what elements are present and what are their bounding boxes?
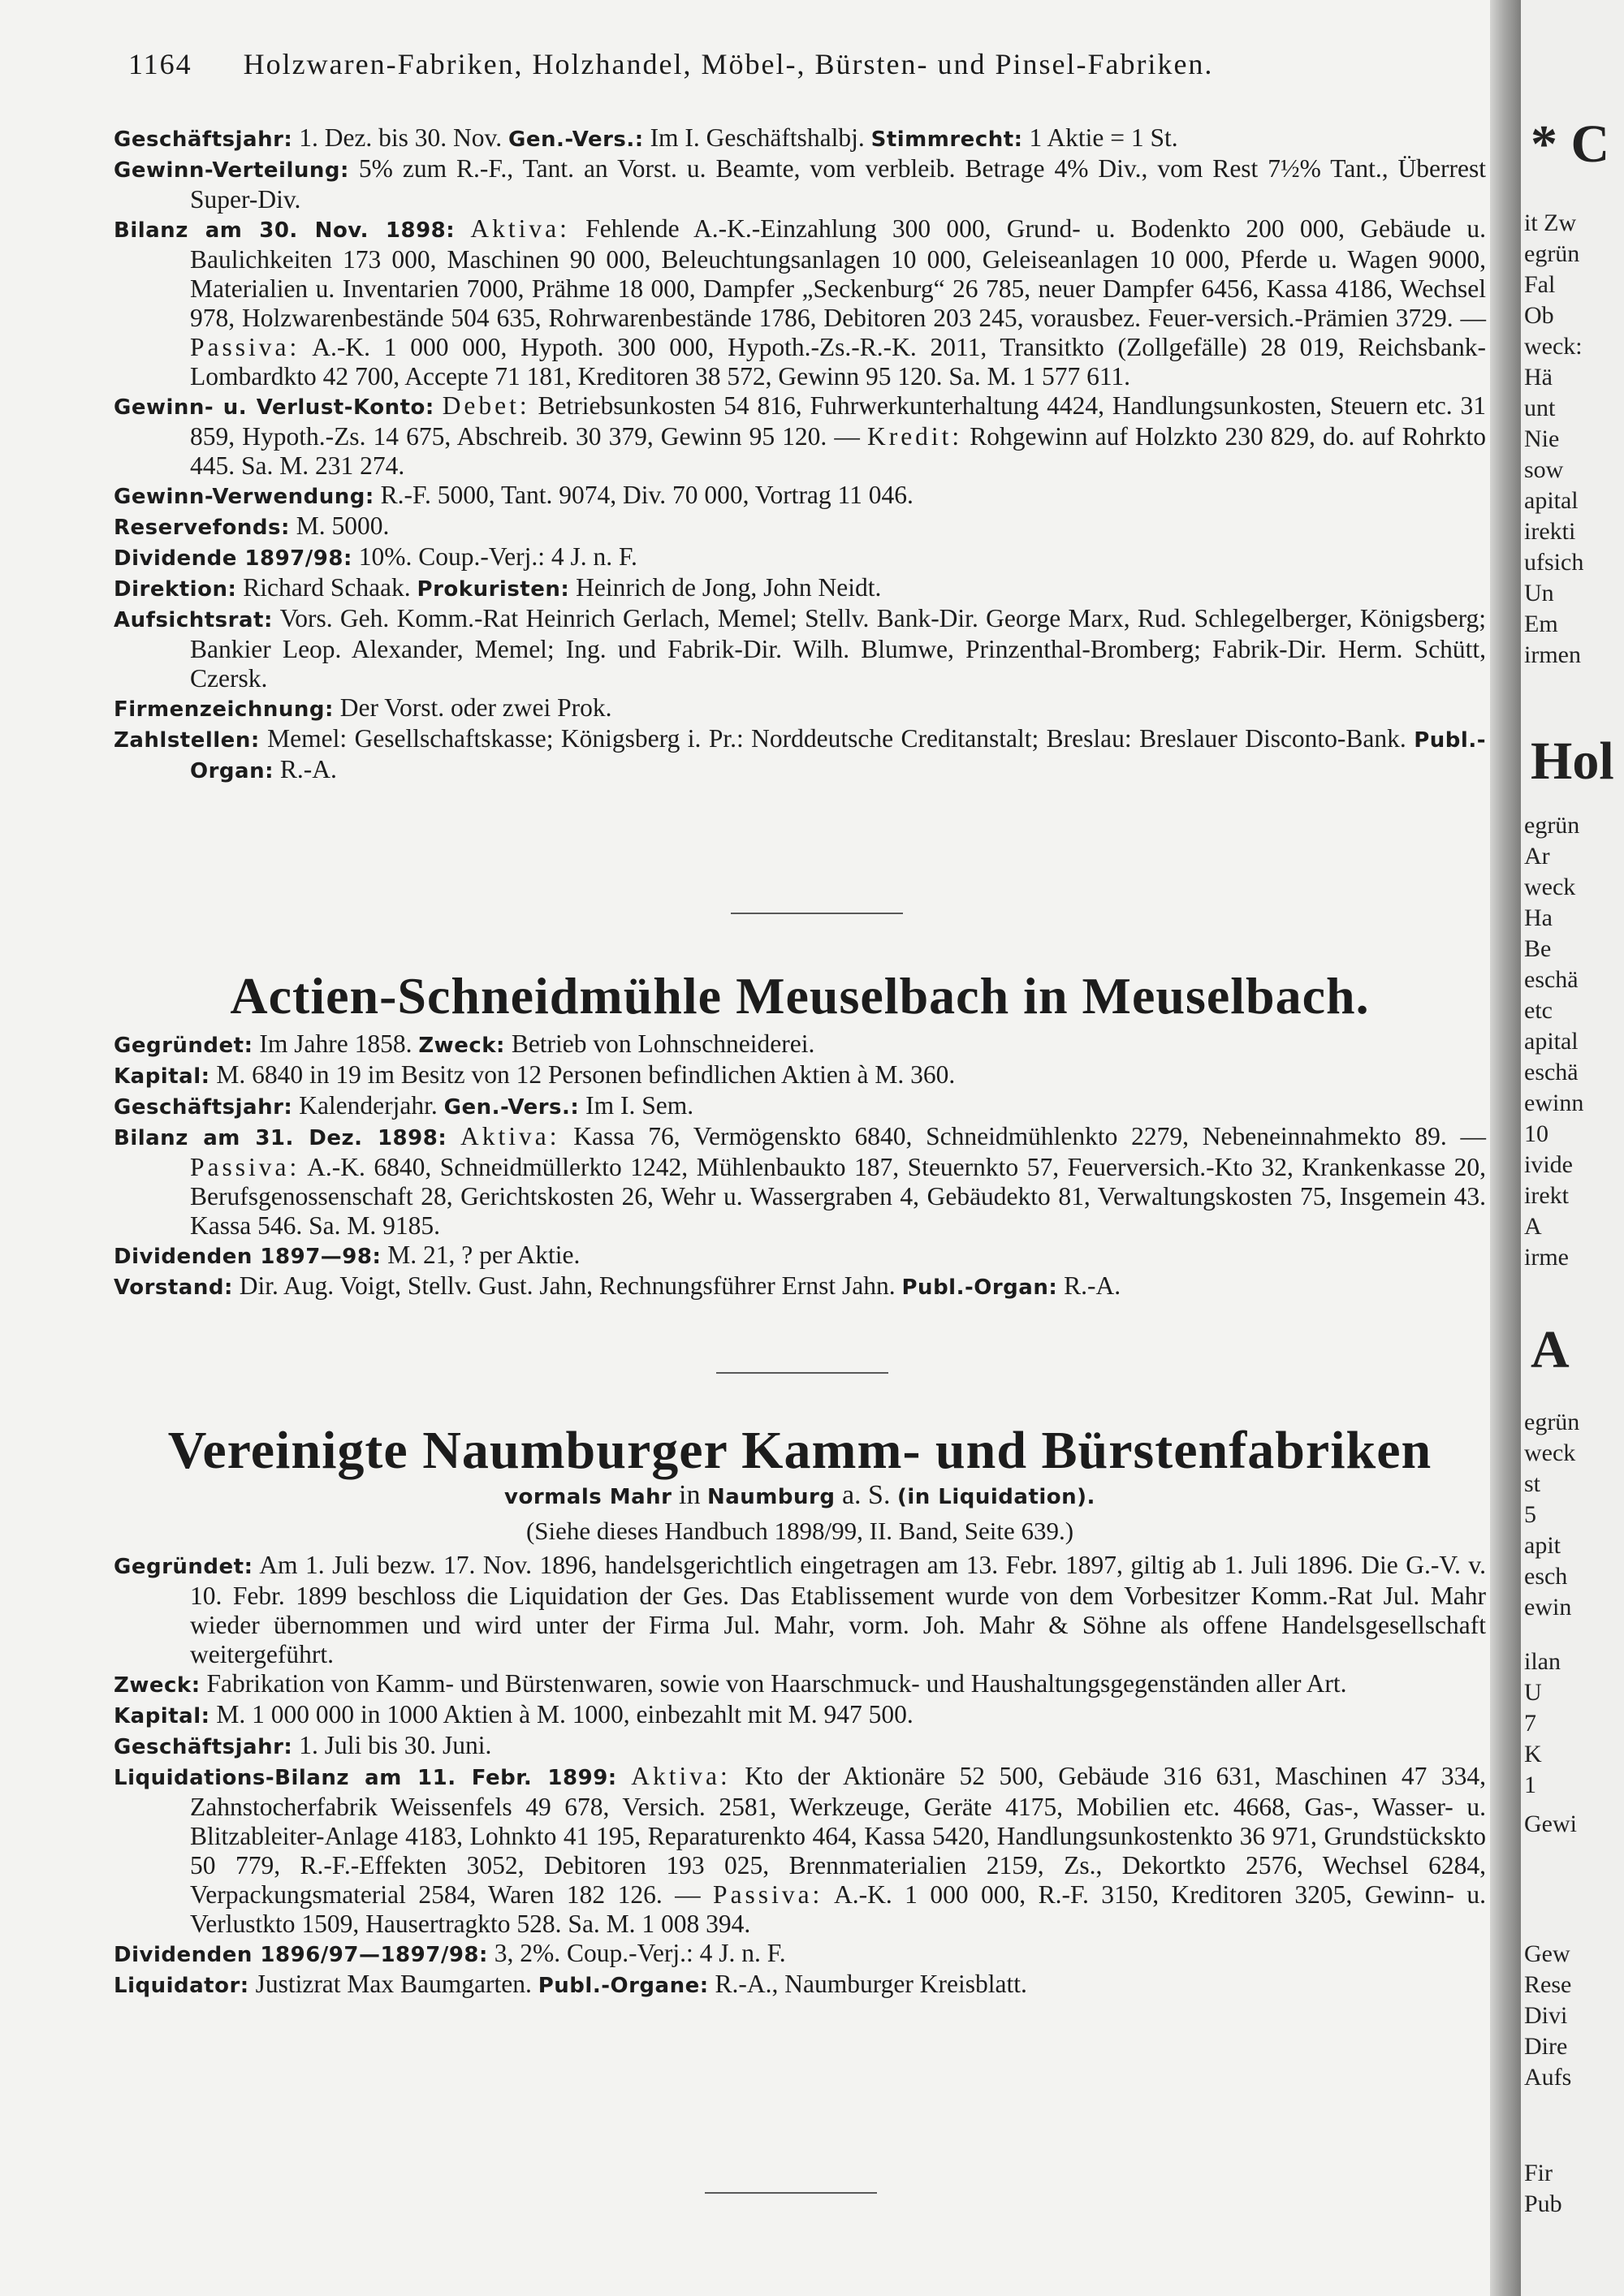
adjacent-page-fragment: Gew bbox=[1524, 1940, 1570, 1967]
field-value: in bbox=[672, 1480, 707, 1510]
adjacent-page-fragment: Pub bbox=[1524, 2190, 1562, 2217]
adjacent-page-fragment: Hä bbox=[1524, 364, 1553, 391]
adjacent-page-fragment: weck: bbox=[1524, 333, 1583, 360]
field-value bbox=[447, 1122, 460, 1150]
adjacent-page-fragment: ewin bbox=[1524, 1594, 1572, 1621]
field-value: 1. Dez. bis 30. Nov. bbox=[292, 123, 509, 152]
entry-paragraph bbox=[114, 542, 1486, 573]
field-label: Aufsichtsrat: bbox=[114, 608, 273, 632]
adjacent-page-fragment: Ob bbox=[1524, 302, 1554, 329]
entry-title-naumburger: Vereinigte Naumburger Kamm- und Bürstenfabriken bbox=[167, 1421, 1432, 1480]
running-head-title: Holzwaren-Fabriken, Holzhandel, Möbel-, Bürsten- und Pinsel-Fabriken. bbox=[243, 48, 1214, 80]
field-label: Gegründet: bbox=[114, 1555, 253, 1579]
spaced-label: Debet: bbox=[442, 391, 530, 420]
entry-paragraph bbox=[114, 214, 1486, 391]
field-label: Direktion: bbox=[114, 577, 237, 602]
field-value: Im I. Geschäftshalbj. bbox=[643, 123, 871, 152]
adjacent-page-fragment: apital bbox=[1524, 1028, 1579, 1055]
adjacent-page-fragment: A bbox=[1524, 1213, 1542, 1240]
adjacent-page-fragment: * C bbox=[1531, 114, 1610, 174]
binding-shadow bbox=[1490, 0, 1521, 2296]
entry-paragraph bbox=[114, 154, 1486, 214]
field-label: (in Liquidation). bbox=[896, 1485, 1095, 1509]
entry-paragraph bbox=[114, 1060, 1486, 1091]
adjacent-page-fragment: Em bbox=[1524, 611, 1558, 637]
field-value: Heinrich de Jong, John Neidt. bbox=[569, 573, 882, 602]
spaced-label: Aktiva: bbox=[631, 1762, 731, 1790]
adjacent-page-fragment: irmen bbox=[1524, 641, 1581, 668]
adjacent-page-fragment: 1 bbox=[1524, 1772, 1536, 1798]
field-value: Memel: Gesellschaftskasse; Königsberg i. Pr.: Norddeutsche Creditanstalt; Breslau: Breslauer Disconto-Bank. bbox=[259, 724, 1415, 753]
adjacent-page-fragment: weck bbox=[1524, 1439, 1576, 1466]
field-value: A.-K. 1 000 000, R.-F. 3150, Kreditoren 3205, Gewinn- u. Verlustkto 1509, Hausertragkto 528. Sa. M. 1 008 394. bbox=[190, 1880, 1486, 1938]
adjacent-page-fragment: sow bbox=[1524, 456, 1564, 483]
field-label: Kapital: bbox=[114, 1704, 210, 1728]
adjacent-page-fragment: Ha bbox=[1524, 904, 1553, 931]
field-label: Gewinn- u. Verlust-Konto: bbox=[114, 395, 434, 420]
adjacent-page-fragment: Divi bbox=[1524, 2002, 1568, 2029]
field-label: Kapital: bbox=[114, 1064, 210, 1089]
adjacent-page-fragment: eschä bbox=[1524, 966, 1579, 993]
entry-paragraph bbox=[114, 391, 1486, 481]
field-value bbox=[434, 391, 443, 420]
entry-paragraph bbox=[114, 1271, 1486, 1302]
field-value: Dir. Aug. Voigt, Stellv. Gust. Jahn, Rechnungsführer Ernst Jahn. bbox=[232, 1271, 902, 1300]
adjacent-page-fragment: 7 bbox=[1524, 1710, 1536, 1737]
field-label: Vorstand: bbox=[114, 1275, 233, 1300]
field-label: Bilanz am 31. Dez. 1898: bbox=[114, 1126, 447, 1150]
adjacent-page-fragment: Aufs bbox=[1524, 2064, 1572, 2091]
field-value bbox=[617, 1762, 632, 1790]
adjacent-page-fragment: Rese bbox=[1524, 1971, 1572, 1998]
field-value: R.-A. bbox=[1057, 1271, 1121, 1300]
adjacent-page-fragment: apit bbox=[1524, 1532, 1561, 1559]
field-value: Am 1. Juli bezw. 17. Nov. 1896, handelsgerichtlich eingetragen am 13. Febr. 1897, giltig ab 1. Juli 1896. Die G.-V. v. 10. Febr. 1899 beschloss die Liquidation der Ges. Das Etablissement wurde von dem Vorbesitzer Komm.-Rat Jul. Mahr wieder übernommen und wird unter der Firma Jul. Mahr, vorm. Joh. Mahr & Söhne als offene Handelsgesellschaft weitergeführt. bbox=[190, 1551, 1486, 1668]
field-label: Publ.-Organ: bbox=[901, 1275, 1058, 1300]
field-label: Zweck: bbox=[418, 1034, 505, 1058]
field-value: Richard Schaak. bbox=[236, 573, 417, 602]
adjacent-page-column bbox=[1521, 0, 1624, 2296]
field-label: Zahlstellen: bbox=[114, 728, 260, 753]
adjacent-page-fragment: irme bbox=[1524, 1244, 1569, 1271]
field-value: A.-K. 1 000 000, Hypoth. 300 000, Hypoth.-Zs.-R.-K. 2011, Transitkto (Zollgefälle) 28 019, Reichsbank-Lombardkto 42 700, Accepte 71 181, Kreditoren 38 572, Gewinn 95 120. Sa. M. 1 577 611. bbox=[190, 333, 1486, 391]
field-value bbox=[455, 214, 470, 243]
field-label: Zweck: bbox=[114, 1673, 201, 1698]
adjacent-page-fragment: ewinn bbox=[1524, 1090, 1584, 1116]
field-label: Publ.-Organ: bbox=[190, 728, 1486, 783]
field-label: Firmenzeichnung: bbox=[114, 697, 334, 722]
field-value: a. S. bbox=[835, 1480, 897, 1510]
field-label: Stimmrecht: bbox=[870, 127, 1023, 152]
adjacent-page-fragment: st bbox=[1524, 1470, 1541, 1497]
field-value: M. 21, ? per Aktie. bbox=[381, 1241, 581, 1269]
entry-paragraph bbox=[114, 1762, 1486, 1939]
field-value: Betrieb von Lohnschneiderei. bbox=[504, 1029, 815, 1058]
field-value: R.-A. bbox=[274, 755, 337, 783]
field-label: Bilanz am 30. Nov. 1898: bbox=[114, 218, 456, 243]
field-value: Im Jahre 1858. bbox=[253, 1029, 419, 1058]
field-label: Naumburg bbox=[706, 1485, 836, 1509]
field-label: Geschäftsjahr: bbox=[114, 1735, 293, 1759]
spaced-label: Passiva: bbox=[190, 1153, 300, 1181]
adjacent-page-fragment: egrün bbox=[1524, 1409, 1580, 1435]
entry-paragraph bbox=[114, 724, 1486, 786]
adjacent-page-fragment: it Zw bbox=[1524, 209, 1577, 236]
handbook-reference-note: (Siehe dieses Handbuch 1898/99, II. Band, Seite 639.) bbox=[525, 1517, 1074, 1545]
adjacent-page-fragment: esch bbox=[1524, 1563, 1568, 1590]
spaced-label: Passiva: bbox=[713, 1880, 823, 1909]
adjacent-page-fragment: Nie bbox=[1524, 425, 1560, 452]
adjacent-page-fragment: eschä bbox=[1524, 1059, 1579, 1085]
divider-rule bbox=[705, 2192, 877, 2194]
adjacent-page-fragment: irekt bbox=[1524, 1182, 1569, 1209]
field-label: Liquidations-Bilanz am 11. Febr. 1899: bbox=[114, 1766, 617, 1790]
field-label: Reservefonds: bbox=[114, 516, 290, 540]
adjacent-page-fragment: ufsich bbox=[1524, 549, 1584, 576]
adjacent-page-fragment: A bbox=[1531, 1320, 1570, 1379]
adjacent-page-fragment: Be bbox=[1524, 935, 1552, 962]
spaced-label: Kredit: bbox=[866, 422, 963, 451]
entry-paragraph bbox=[114, 1029, 1486, 1060]
field-value: R.-A., Naumburger Kreisblatt. bbox=[708, 1970, 1027, 1998]
field-value: Kalenderjahr. bbox=[292, 1091, 444, 1120]
field-label: Prokuristen: bbox=[417, 577, 570, 602]
adjacent-page-fragment: Hol bbox=[1531, 732, 1614, 791]
spaced-label: Aktiva: bbox=[470, 214, 570, 243]
field-value: Vors. Geh. Komm.-Rat Heinrich Gerlach, Memel; Stellv. Bank-Dir. George Marx, Rud. Schlegelberger, Königsberg; Bankier Leop. Alexander, Memel; Ing. und Fabrik-Dir. Wilh. Blumwe, Prinzenthal-Bromberg; Fabrik-Dir. Herm. Schütt, Czersk. bbox=[190, 604, 1486, 693]
field-value: 5% zum R.-F., Tant. an Vorst. u. Beamte, vom verbleib. Betrage 4% Div., vom Rest 7½% Tant., Überrest Super-Div. bbox=[190, 154, 1486, 214]
entry-paragraph bbox=[114, 123, 1486, 154]
adjacent-page-fragment: Fal bbox=[1524, 271, 1556, 298]
adjacent-page-fragment: U bbox=[1524, 1679, 1542, 1706]
entry-paragraph bbox=[114, 1939, 1486, 1970]
adjacent-page-fragment: 5 bbox=[1524, 1501, 1536, 1528]
page-number: 1164 bbox=[128, 48, 192, 80]
field-value: Fabrikation von Kamm- und Bürstenwaren, sowie von Haarschmuck- und Haushaltungsgegenständen aller Art. bbox=[200, 1669, 1347, 1698]
field-label: Liquidator: bbox=[114, 1974, 249, 1998]
field-value: 1 Aktie = 1 St. bbox=[1022, 123, 1178, 152]
adjacent-page-fragment: Fir bbox=[1524, 2160, 1553, 2186]
adjacent-page-fragment: weck bbox=[1524, 874, 1576, 900]
field-label: Publ.-Organe: bbox=[538, 1974, 709, 1998]
entry-paragraph bbox=[114, 1122, 1486, 1241]
adjacent-page-fragment: egrün bbox=[1524, 240, 1580, 267]
adjacent-page-fragment: irekti bbox=[1524, 518, 1576, 545]
field-label: Dividenden 1897—98: bbox=[114, 1245, 382, 1269]
field-value: Fehlende A.-K.-Einzahlung 300 000, Grund- u. Bodenkto 200 000, Gebäude u. Baulichkeiten 173 000, Maschinen 90 000, Beleuchtungsanlagen 10 000, Geleiseanlagen 10 000, Pferde u. Wagen 9000, Materialien u. Inventarien 7000, Prähme 18 000, Dampfer „Seckenburg“ 26 785, neuer Dampfer 6456, Kassa 4186, Wechsel 978, Holzwarenbestände 504 635, Rohrwarenbestände 1786, Debitoren 203 245, vorausbez. Feuer-versich.-Prämien 3729. — bbox=[190, 214, 1486, 332]
adjacent-page-fragment: K bbox=[1524, 1741, 1542, 1767]
entry-meuselbach bbox=[114, 1029, 1486, 1302]
entry-holzwaren-continued bbox=[114, 123, 1486, 786]
adjacent-page-fragment: Un bbox=[1524, 580, 1554, 606]
field-value: Betriebsunkosten 54 816, Fuhrwerkunterhaltung 4424, Handlungsunkosten, Steuern etc. 31 859, Hypoth.-Zs. 14 675, Abschreib. 30 379, Gewinn 95 120. — bbox=[190, 391, 1487, 451]
entry-naumburger bbox=[114, 1551, 1486, 2000]
adjacent-page-fragment: etc bbox=[1524, 997, 1553, 1024]
field-value: 1. Juli bis 30. Juni. bbox=[292, 1731, 492, 1759]
entry-paragraph bbox=[114, 1970, 1486, 2000]
field-value: M. 6840 in 19 im Besitz von 12 Personen befindlichen Aktien à M. 360. bbox=[209, 1060, 956, 1089]
field-label: Dividende 1897/98: bbox=[114, 546, 352, 571]
entry-paragraph bbox=[114, 1669, 1486, 1700]
field-value: 10%. Coup.-Verj.: 4 J. n. F. bbox=[352, 542, 637, 571]
adjacent-page-fragment: ivide bbox=[1524, 1151, 1573, 1178]
entry-paragraph bbox=[114, 693, 1486, 724]
entry-paragraph bbox=[114, 481, 1486, 511]
adjacent-page-fragment: 10 bbox=[1524, 1120, 1548, 1147]
field-value: Der Vorst. oder zwei Prok. bbox=[333, 693, 612, 722]
field-label: Gen.-Vers.: bbox=[508, 127, 644, 152]
field-label: Gen.-Vers.: bbox=[443, 1095, 580, 1120]
field-label: Geschäftsjahr: bbox=[114, 127, 293, 152]
field-value: Kto der Aktionäre 52 500, Gebäude 316 631, Maschinen 47 334, Zahnstocherfabrik Weissenfels 49 678, Versich. 2581, Werkzeuge, Geräte 4175, Mobilien etc. 4668, Gas-, Wasser- u. Blitzableiter-Anlage 4183, Lohnkto 41 195, Reparaturenkto 464, Kassa 5420, Handlungsunkostenkto 36 971, Grundstückskto 50 779, R.-F.-Effekten 3052, Debitoren 193 025, Brennmaterialien 2159, Zs., Dekortkto 2576, Wechsel 6284, Verpackungsmaterial 2584, Waren 182 126. — bbox=[190, 1762, 1487, 1909]
field-label: vormals Mahr bbox=[504, 1485, 672, 1509]
entry-paragraph bbox=[114, 1241, 1486, 1271]
adjacent-page-fragment: apital bbox=[1524, 487, 1579, 514]
field-label: Gewinn-Verteilung: bbox=[114, 158, 349, 183]
field-value: 3, 2%. Coup.-Verj.: 4 J. n. F. bbox=[487, 1939, 786, 1967]
adjacent-page-fragment: unt bbox=[1524, 395, 1556, 421]
field-label: Dividenden 1896/97—1897/98: bbox=[114, 1943, 488, 1967]
divider-rule bbox=[731, 913, 903, 914]
entry-paragraph bbox=[114, 1551, 1486, 1669]
field-label: Geschäftsjahr: bbox=[114, 1095, 293, 1120]
spaced-label: Aktiva: bbox=[460, 1122, 560, 1150]
entry-title-meuselbach: Actien-Schneidmühle Meuselbach in Meuselbach. bbox=[230, 967, 1370, 1025]
entry-paragraph bbox=[114, 573, 1486, 604]
field-value: Justizrat Max Baumgarten. bbox=[248, 1970, 538, 1998]
entry-paragraph bbox=[114, 1731, 1486, 1762]
entry-subtitle-naumburger bbox=[114, 1479, 1486, 1513]
divider-rule bbox=[716, 1372, 888, 1374]
running-head bbox=[128, 47, 1476, 81]
adjacent-page-fragment: Dire bbox=[1524, 2033, 1568, 2060]
field-value: Kassa 76, Vermögensktо 6840, Schneidmühlenkto 2279, Nebeneinnahmekto 89. — bbox=[559, 1122, 1487, 1150]
field-value: M. 5000. bbox=[289, 511, 390, 540]
field-value: A.-K. 6840, Schneidmüllerkto 1242, Mühlenbaukto 187, Steuernkto 57, Feuerversich.-Kto 32, Krankenkasse 20, Berufsgenossenschaft 28, Gerichtskosten 26, Wehr u. Wassergraben 4, Gebäudekto 81, Verwaltungskosten 75, Insgemein 43. Kassa 546. Sa. M. 9185. bbox=[190, 1153, 1486, 1240]
spaced-label: Passiva: bbox=[190, 333, 300, 361]
entry-paragraph bbox=[114, 1091, 1486, 1122]
entry-paragraph bbox=[114, 1700, 1486, 1731]
field-value: Im I. Sem. bbox=[579, 1091, 694, 1120]
field-value: M. 1 000 000 in 1000 Aktien à M. 1000, einbezahlt mit M. 947 500. bbox=[209, 1700, 914, 1728]
adjacent-page-fragment: egrün bbox=[1524, 812, 1580, 839]
entry-paragraph bbox=[114, 604, 1486, 693]
entry-paragraph bbox=[114, 511, 1486, 542]
field-label: Gegründet: bbox=[114, 1034, 253, 1058]
adjacent-page-fragment: Ar bbox=[1524, 843, 1550, 870]
adjacent-page-fragment: Gewi bbox=[1524, 1810, 1577, 1837]
adjacent-page-fragment: ilan bbox=[1524, 1648, 1561, 1675]
field-value: R.-F. 5000, Tant. 9074, Div. 70 000, Vortrag 11 046. bbox=[374, 481, 914, 509]
field-value: Rohgewinn auf Holzkto 230 829, do. auf Rohrkto 445. Sa. M. 231 274. bbox=[190, 422, 1486, 480]
field-label: Gewinn-Verwendung: bbox=[114, 485, 374, 509]
